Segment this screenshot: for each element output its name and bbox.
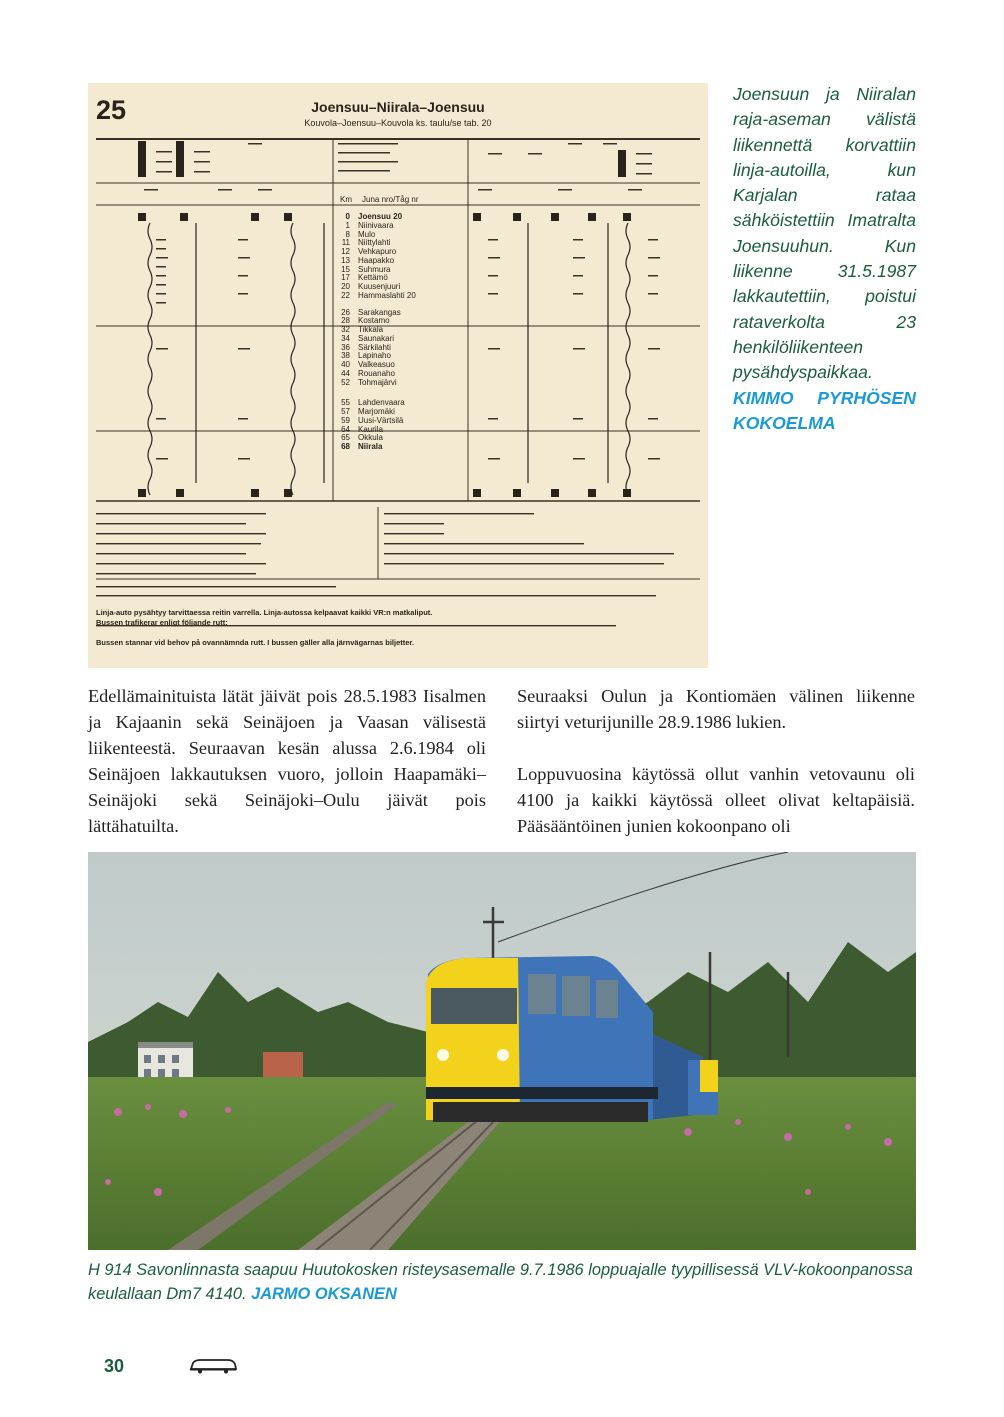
station-name: Suhmura: [358, 264, 391, 274]
station-km: 28: [341, 316, 350, 326]
station-name: Tikkala: [358, 325, 384, 334]
station-km: 26: [341, 307, 350, 317]
station-km: 55: [341, 398, 350, 408]
station-name: Marjomäki: [358, 407, 395, 416]
body-paragraph: Loppuvuosina käytössä ollut vanhin vetovaunu oli 4100 ja kaikki käytössä olleet olivat keltapäisiä. Pääsääntöinen junien kokoonpano oli: [517, 764, 915, 836]
photo-caption-credit: JARMO OKSANEN: [251, 1285, 397, 1303]
body-column-right: [517, 683, 915, 839]
timetable-title: Joensuu–Niirala–Joensuu: [311, 99, 485, 115]
timetable-bus-note-sv: Bussen trafikerar enligt följande rutt:: [96, 618, 228, 627]
side-caption-credit: KIMMO PYRHÖSEN KOKOELMA: [733, 387, 916, 433]
timetable-station-row: [336, 417, 466, 426]
timetable-station-row: [336, 292, 466, 301]
side-caption-text: Joensuun ja Niiralan raja-aseman välistä liikennettä korvattiin linja-autoilla, kun Karjalan rataa sähköistettiin Imatralta Joensuuhun. Kun liikenne 31.5.1987 lakkautettiin, poistui rataverkolta 23 henkilöliikenteen pysähdyspaikkaa.: [733, 84, 916, 383]
timetable-station-row: [336, 434, 466, 443]
timetable-station-row: [336, 399, 466, 408]
station-name: Sarakangas: [358, 307, 401, 317]
body-column-left: [88, 683, 486, 839]
timetable-station-row: [336, 257, 466, 266]
station-km: 12: [341, 247, 350, 256]
timetable-station-row: [336, 222, 466, 231]
timetable-station-row: [336, 335, 466, 344]
timetable-station-row: [336, 352, 466, 361]
station-km: 22: [341, 290, 350, 300]
station-km: 44: [341, 368, 350, 378]
station-km: 38: [341, 351, 350, 361]
station-name: Kaurila: [358, 424, 383, 434]
side-caption: [733, 82, 916, 436]
station-name: Niittylahti: [358, 238, 391, 248]
timetable-station-row: [336, 344, 466, 353]
station-name: Saunakari: [358, 333, 395, 343]
station-km: 20: [341, 282, 350, 291]
timetable-station-row: [336, 370, 466, 379]
station-km: 59: [341, 415, 350, 425]
station-name: Mulo: [358, 229, 376, 239]
station-name: Haapakko: [358, 255, 395, 265]
timetable-bus-note-sv2: Bussen stannar vid behov på ovannämnda rutt. I bussen gäller alla järnvägarnas biljetter.: [96, 638, 415, 647]
station-km: 65: [341, 433, 350, 443]
photo-caption: [88, 1258, 916, 1306]
body-paragraph: Edellämainituista lätät jäivät pois 28.5.1983 Iisalmen ja Kajaanin sekä Seinäjoen ja Vaasan välisestä liikenteestä. Seuraavan kesän alussa 2.6.1984 oli Seinäjoen lakkautuksen vuoro, jolloin Haapamäki–Seinäjoki sekä Seinäjoki–Oulu jäivät pois lättähatuilta.: [88, 686, 486, 836]
timetable-station-row: [336, 213, 466, 222]
station-km: 11: [341, 238, 350, 248]
timetable-station-row: [336, 361, 466, 370]
station-name: Vehkapuro: [358, 247, 397, 256]
station-name: Rouanaho: [358, 368, 395, 378]
train-photo: [88, 852, 916, 1250]
station-km: 17: [341, 273, 350, 283]
station-name: Särkilahti: [358, 342, 391, 352]
station-name: Niinivaara: [358, 220, 394, 230]
timetable-station-row: [336, 239, 466, 248]
station-name: Lahdenvaara: [358, 398, 405, 408]
timetable-station-row: [336, 266, 466, 275]
timetable-station-row: [336, 426, 466, 435]
station-km: 68: [341, 442, 350, 451]
station-km: 57: [341, 407, 350, 416]
timetable-station-row: [336, 248, 466, 257]
station-km: 15: [341, 264, 350, 274]
station-name: Okkula: [358, 433, 383, 443]
station-km: 52: [341, 377, 350, 387]
timetable-station-row: [336, 326, 466, 335]
station-name: Hammaslahti 20: [358, 290, 416, 300]
timetable-station-row: [336, 443, 466, 452]
station-km: 13: [341, 255, 350, 265]
station-km: 64: [341, 424, 350, 434]
timetable-station-row: [336, 309, 466, 318]
station-km: 8: [345, 229, 350, 239]
body-paragraph: Seuraaksi Oulun ja Kontiomäen välinen liikenne siirtyi veturijunille 28.9.1986 lukien.: [517, 686, 915, 732]
timetable-notes: [96, 508, 700, 648]
railcar-icon: [188, 1357, 238, 1375]
station-name: Niirala: [358, 442, 383, 451]
timetable-number: 25: [96, 95, 127, 125]
page-number: 30: [104, 1356, 125, 1376]
station-name: Valkeasuo: [358, 360, 395, 369]
timetable-station-list: [336, 213, 466, 452]
station-name: Uusi-Värtsilä: [358, 415, 404, 425]
station-km: 40: [341, 360, 350, 369]
station-km: 1: [345, 220, 350, 230]
station-name: Joensuu 20: [358, 212, 403, 221]
station-name: Kettämö: [358, 273, 388, 283]
timetable-station-row: [336, 317, 466, 326]
station-km: 0: [345, 212, 350, 221]
timetable-scan: [88, 83, 708, 668]
station-name: Kuusenjuuri: [358, 282, 401, 291]
station-name: Kostamo: [358, 316, 390, 326]
timetable-train-header: Juna nro/Tåg nr: [362, 195, 419, 204]
timetable-km-header: Km: [340, 195, 352, 204]
photo-caption-text: H 914 Savonlinnasta saapuu Huutokosken risteysasemalle 9.7.1986 loppuajalle tyypillisessä VLV-kokoonpanossa keulallaan Dm7 4140.: [88, 1261, 913, 1303]
timetable-station-row: [336, 231, 466, 240]
timetable-bus-note: Linja-auto pysähtyy tarvittaessa reitin varrella. Linja-autossa kelpaavat kaikki VR:n matkaliput.: [96, 608, 433, 617]
timetable-station-row: [336, 274, 466, 283]
station-km: 32: [341, 325, 350, 334]
station-km: 36: [341, 342, 350, 352]
timetable-subtitle: Kouvola–Joensuu–Kouvola ks. taulu/se tab. 20: [304, 118, 492, 128]
station-name: Tohmajärvi: [358, 377, 397, 387]
station-km: 34: [341, 333, 350, 343]
station-name: Lapinaho: [358, 351, 391, 361]
timetable-station-row: [336, 379, 466, 388]
railcar-photo-illustration: [88, 852, 916, 1250]
